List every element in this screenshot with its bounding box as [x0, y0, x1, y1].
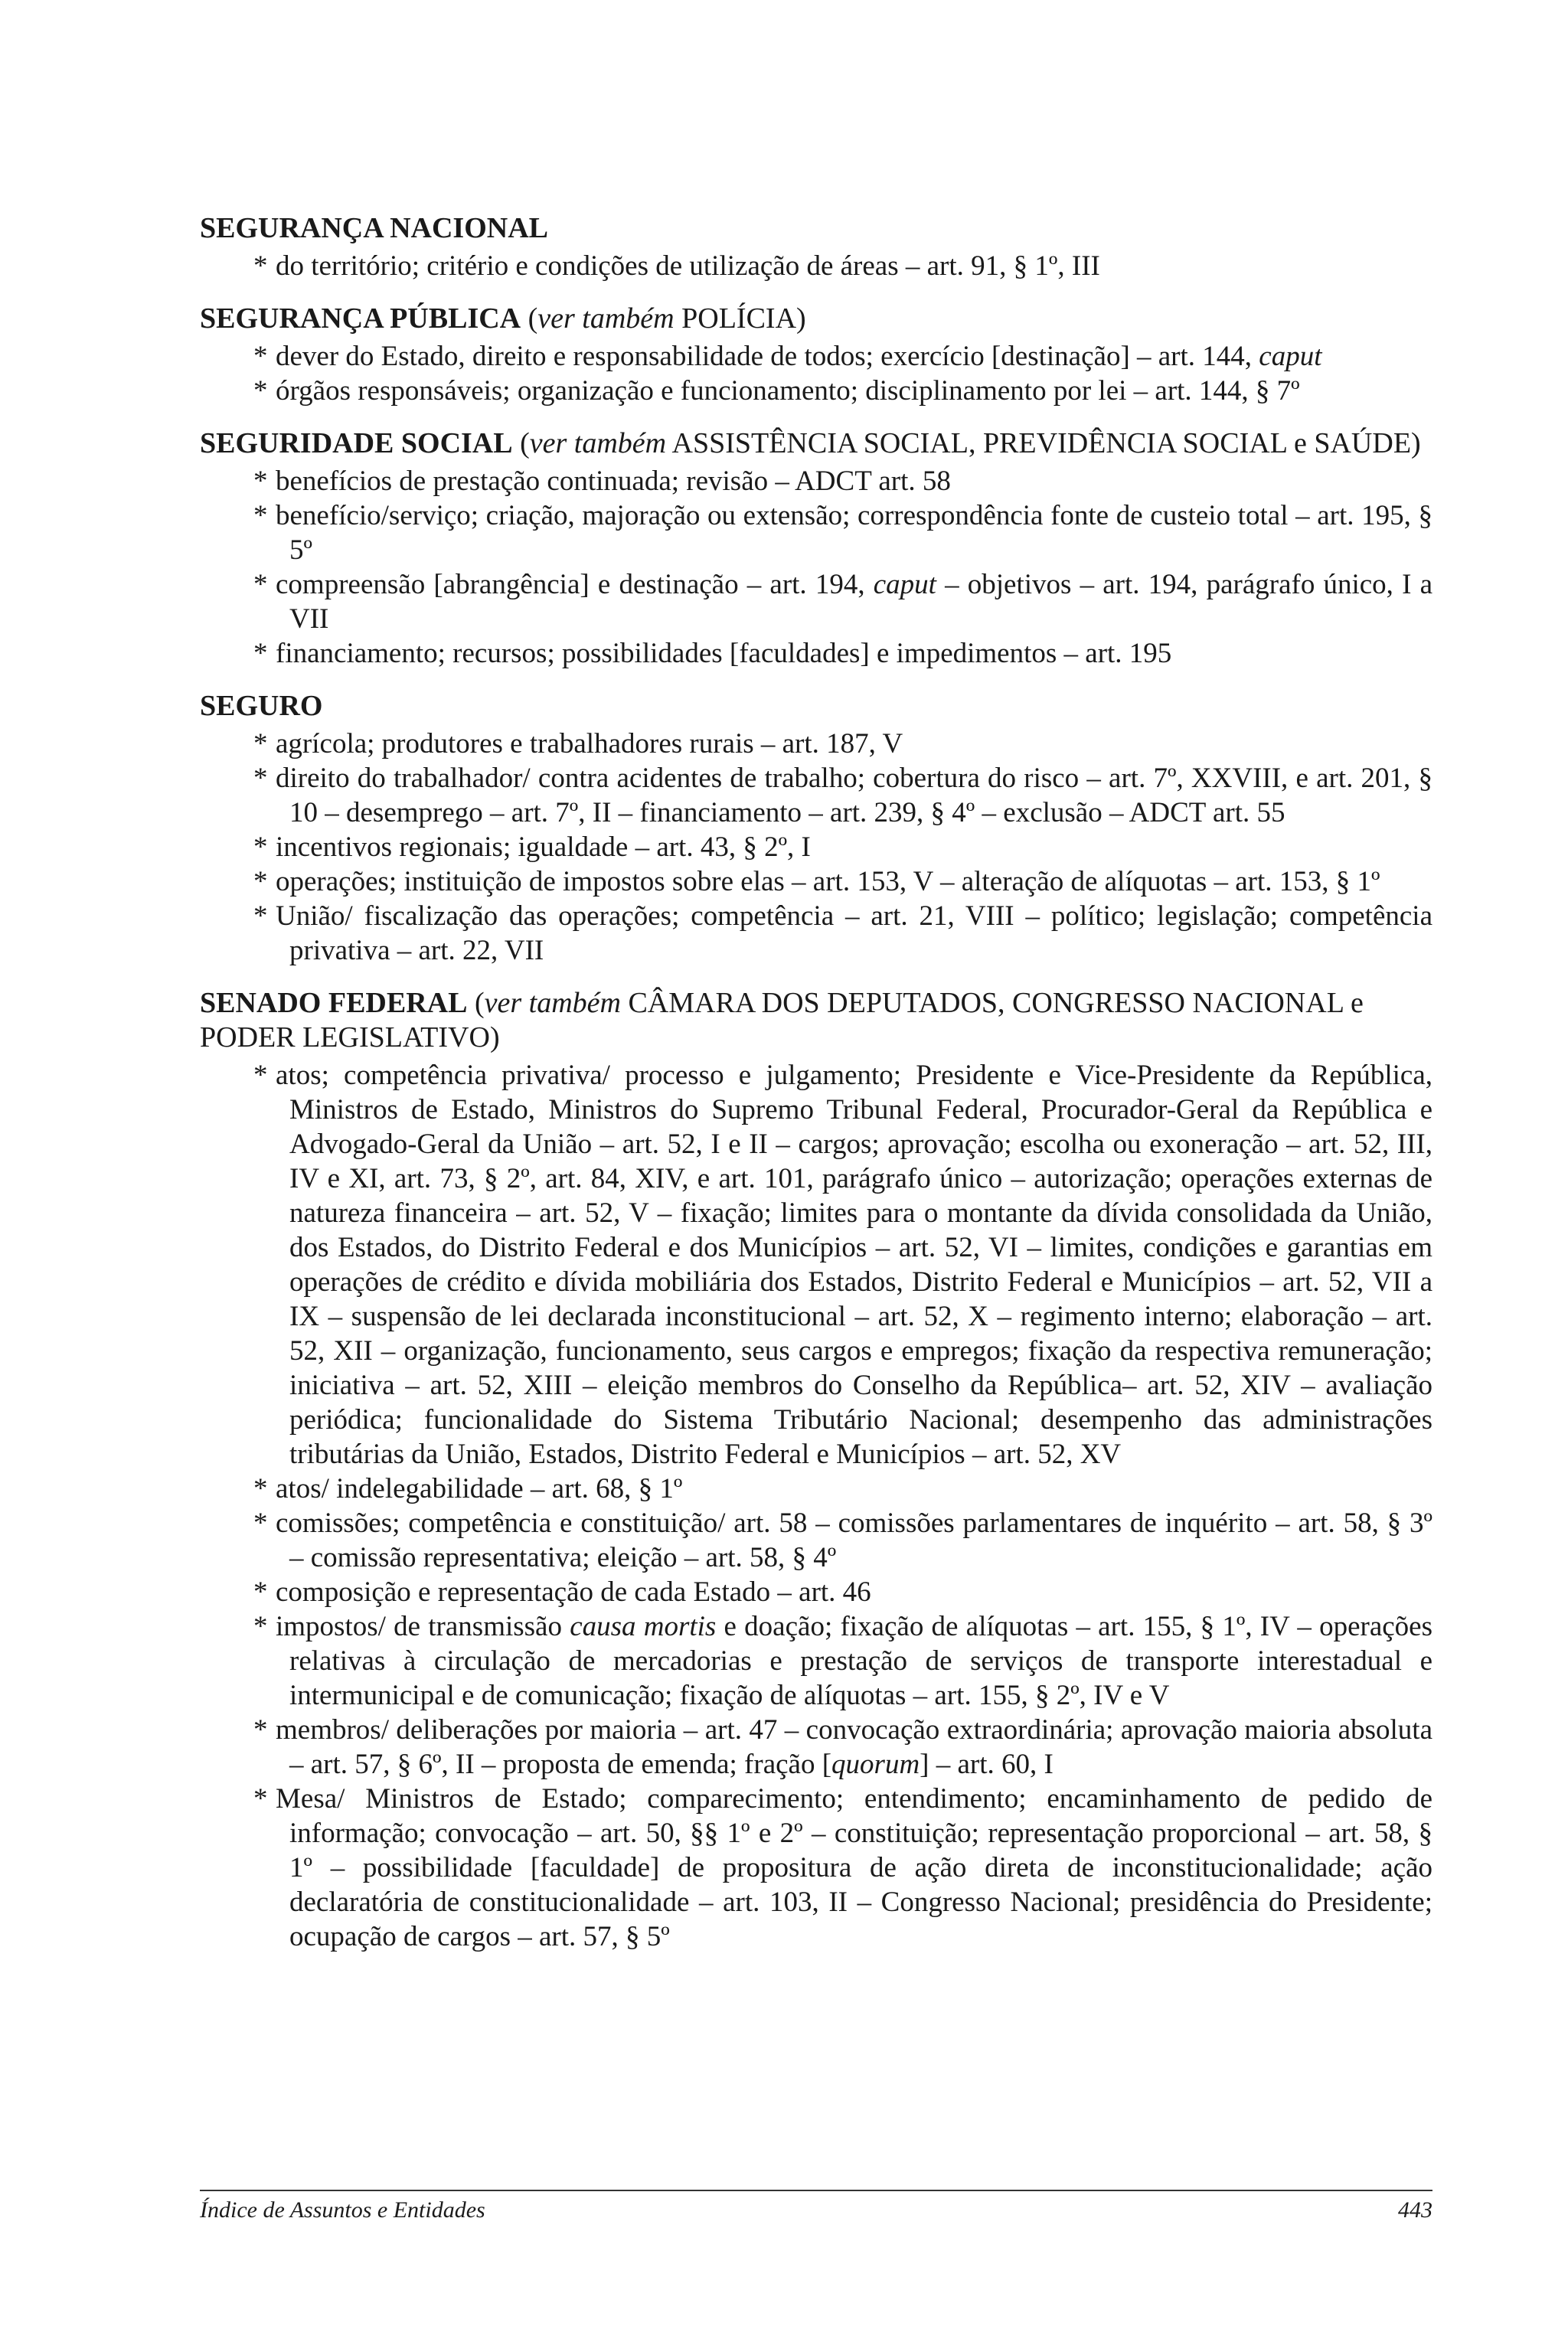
entry-bullet: *: [253, 763, 268, 794]
index-entry: [200, 374, 1432, 408]
entry-bullet: *: [253, 638, 268, 669]
entry-text: ] – art. 60, I: [920, 1749, 1054, 1780]
entry-text: direito do trabalhador/ contra acidentes de trabalho; cobertura do risco – art. 7º, XXVIII, e art. 201, § 10 – desemprego – art. 7º, II – financiamento – art. 239, § 4º – exclusão – ADCT art. 55: [276, 763, 1432, 828]
see-also-label: ver também: [484, 987, 621, 1019]
index-entry: [200, 727, 1432, 761]
index-entries: [200, 249, 1432, 283]
index-entry: [200, 464, 1432, 498]
index-term-heading: SEGURANÇA PÚBLICA (ver também POLÍCIA): [200, 302, 806, 335]
entry-bullet: *: [253, 1473, 268, 1504]
index-entry: [200, 1575, 1432, 1609]
index-entry: [200, 1058, 1432, 1472]
entry-bullet: *: [253, 341, 268, 372]
index-term-heading: [200, 211, 1432, 246]
index-entry: [200, 864, 1432, 899]
index-entry: [200, 636, 1432, 671]
index-term-heading: [200, 689, 1432, 724]
entry-bullet: *: [253, 1576, 268, 1608]
entry-text: benefício/serviço; criação, majoração ou extensão; correspondência fonte de custeio total – art. 195, § 5º: [276, 500, 1432, 566]
entry-text: financiamento; recursos; possibilidades [faculdades] e impedimentos – art. 195: [276, 638, 1172, 669]
entry-bullet: *: [253, 250, 268, 282]
entry-text: Mesa/ Ministros de Estado; comparecimento; entendimento; encaminhamento de pedido de informação; convocação – art. 50, §§ 1º e 2º – constituição; representação proporcional – art. 58, § 1º – possibilidade [faculdade] de propositura de ação direta de inconstitucionalidade; ação declaratória de constitucionalidade – art. 103, II – Congresso Nacional; presidência do Presidente; ocupação de cargos – art. 57, § 5º: [276, 1783, 1432, 1952]
entry-text: agrícola; produtores e trabalhadores rurais – art. 187, V: [276, 728, 903, 760]
entry-text: União/ fiscalização das operações; competência – art. 21, VIII – político; legislação; competência privativa – art. 22, VII: [276, 900, 1432, 966]
entry-text: dever do Estado, direito e responsabilidade de todos; exercício [destinação] – art. 144,: [276, 341, 1259, 372]
see-also-terms: POLÍCIA: [681, 302, 797, 335]
index-page: [200, 211, 1432, 1954]
index-entry: [200, 830, 1432, 864]
index-entry: [200, 567, 1432, 636]
entry-bullet: *: [253, 375, 268, 407]
entry-bullet: *: [253, 831, 268, 863]
index-term: SEGURIDADE SOCIAL: [200, 427, 513, 459]
entry-text: comissões; competência e constituição/ art. 58 – comissões parlamentares de inquérito – art. 58, § 3º – comissão representativa; eleição – art. 58, § 4º: [276, 1508, 1432, 1573]
entry-text-italic: caput: [873, 569, 936, 600]
entry-text: atos; competência privativa/ processo e julgamento; Presidente e Vice-Presidente da República, Ministros de Estado, Ministros do Supremo Tribunal Federal, Procurador-Geral da República e Advogado-Geral da União – art. 52, I e II – cargos; aprovação; escolha ou exoneração – art. 52, III, IV e XI, art. 73, § 2º, art. 84, XIV, e art. 101, parágrafo único – autorização; operações externas de natureza financeira – art. 52, V – fixação; limites para o montante da dívida consolidada da União, dos Estados, do Distrito Federal e dos Municípios – art. 52, VI – limites, condições e garantias em operações de crédito e dívida mobiliária dos Estados, Distrito Federal e Municípios – art. 52, VII a IX – suspensão de lei declarada inconstitucional – art. 52, X – regimento interno; elaboração – art. 52, XII – organização, funcionamento, seus cargos e empregos; fixação da respectiva remuneração; iniciativa – art. 52, XIII – eleição membros do Conselho da República– art. 52, XIV – avaliação periódica; funcionalidade do Sistema Tributário Nacional; desempenho das administrações tributárias da União, Estados, Distrito Federal e Municípios – art. 52, XV: [276, 1060, 1432, 1470]
index-term: SEGURANÇA NACIONAL: [200, 212, 548, 244]
index-entry: [200, 1782, 1432, 1954]
index-entry: [200, 1506, 1432, 1575]
entry-text-italic: caput: [1259, 341, 1322, 372]
index-entries: [200, 339, 1432, 408]
index-entry: [200, 249, 1432, 283]
entry-text: membros/ deliberações por maioria – art. 47 – convocação extraordinária; aprovação maioria absoluta – art. 57, § 6º, II – proposta de emenda; fração [: [276, 1714, 1432, 1780]
page-footer: [200, 2190, 1432, 2223]
entry-text: benefícios de prestação continuada; revisão – ADCT art. 58: [276, 466, 951, 497]
see-also-label: ver também: [537, 302, 675, 335]
entry-text: órgãos responsáveis; organização e funcionamento; disciplinamento por lei – art. 144, § 7º: [276, 375, 1300, 407]
index-term: SENADO FEDERAL: [200, 987, 468, 1019]
entry-text: atos/ indelegabilidade – art. 68, § 1º: [276, 1473, 683, 1504]
entry-text-italic: causa mortis: [570, 1611, 717, 1642]
entry-bullet: *: [253, 500, 268, 531]
entry-bullet: *: [253, 569, 268, 600]
entry-text: compreensão [abrangência] e destinação – art. 194,: [276, 569, 874, 600]
index-term: SEGURANÇA PÚBLICA: [200, 302, 521, 335]
index-entries: [200, 1058, 1432, 1954]
entry-bullet: *: [253, 466, 268, 497]
entry-bullet: *: [253, 1060, 268, 1091]
see-also-terms: CÂMARA DOS DEPUTADOS, CONGRESSO NACIONAL e PODER LEGISLATIVO: [200, 987, 1364, 1054]
index-entry: [200, 339, 1432, 374]
entry-text: impostos/ de transmissão: [276, 1611, 570, 1642]
entry-text: operações; instituição de impostos sobre elas – art. 153, V – alteração de alíquotas – art. 153, § 1º: [276, 866, 1380, 897]
page-number: 443: [1398, 2197, 1432, 2223]
entry-bullet: *: [253, 1783, 268, 1815]
index-entries: [200, 464, 1432, 671]
entry-text: incentivos regionais; igualdade – art. 43, § 2º, I: [276, 831, 811, 863]
index-term-heading: SEGURIDADE SOCIAL (ver também ASSISTÊNCIA SOCIAL, PREVIDÊNCIA SOCIAL e SAÚDE): [200, 427, 1421, 459]
index-term: SEGURO: [200, 690, 323, 722]
entry-text: do território; critério e condições de utilização de áreas – art. 91, § 1º, III: [276, 250, 1100, 282]
entry-bullet: *: [253, 1714, 268, 1746]
index-entry: [200, 1713, 1432, 1782]
see-also-label: ver também: [529, 427, 667, 459]
entry-bullet: *: [253, 866, 268, 897]
index-entry: [200, 1472, 1432, 1506]
index-entry: [200, 1609, 1432, 1713]
footer-title: Índice de Assuntos e Entidades: [200, 2197, 485, 2223]
index-entries: [200, 727, 1432, 968]
see-also-terms: ASSISTÊNCIA SOCIAL, PREVIDÊNCIA SOCIAL e SAÚDE: [671, 427, 1412, 459]
entry-text: composição e representação de cada Estado – art. 46: [276, 1576, 871, 1608]
entry-bullet: *: [253, 1611, 268, 1642]
index-entry: [200, 899, 1432, 968]
entry-text-italic: quorum: [831, 1749, 920, 1780]
entry-bullet: *: [253, 728, 268, 760]
entry-text: – objetivos – art. 194, parágrafo único, I a VII: [289, 569, 1432, 635]
entry-bullet: *: [253, 900, 268, 932]
index-term-heading: SENADO FEDERAL (ver também CÂMARA DOS DEPUTADOS, CONGRESSO NACIONAL e PODER LEGISLATIVO): [200, 987, 1364, 1054]
index-entry: [200, 498, 1432, 567]
entry-bullet: *: [253, 1508, 268, 1539]
index-entry: [200, 761, 1432, 830]
entry-text: e doação; fixação de alíquotas – art. 155, § 1º, IV – operações relativas à circulação de mercadorias e prestação de serviços de transporte interestadual e intermunicipal e de comunicação; fixação de alíquotas – art. 155, § 2º, IV e V: [289, 1611, 1433, 1711]
